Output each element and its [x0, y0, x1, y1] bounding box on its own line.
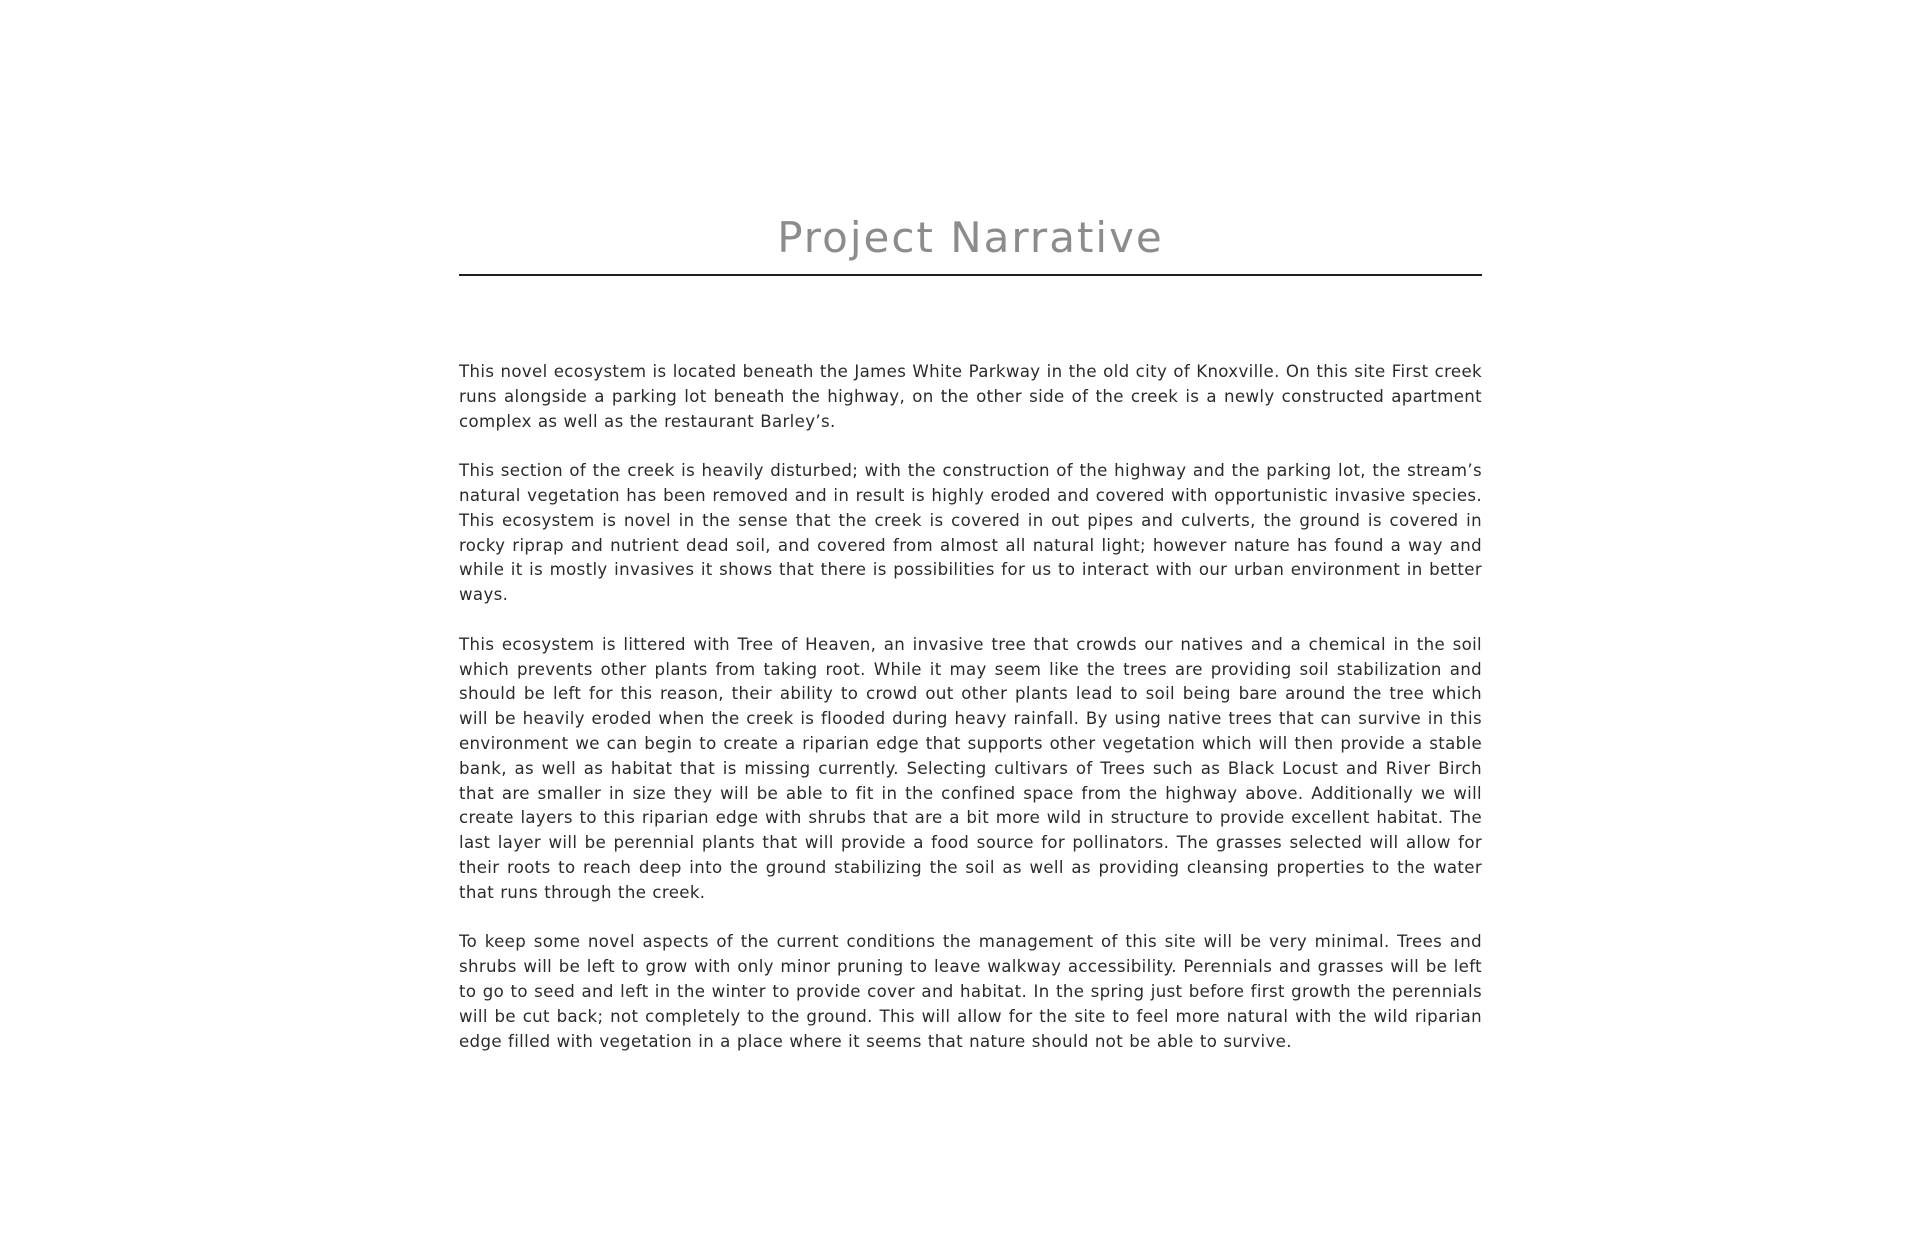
page-title: Project Narrative — [777, 213, 1164, 262]
paragraph-management: To keep some novel aspects of the current conditions the management of this site will be very minimal. Trees and shrubs will be left to grow with only minor pruning to leave walkway accessibility. Perennials and grasses will be left to go to seed and left in the winter to provide cover and habitat. In the spring just before first growth the perennials will be cut back; not completely to the ground. This will allow for the site to feel more natural with the wild riparian edge filled with vegetation in a place where it seems that nature should not be able to survive. — [459, 932, 1482, 1051]
narrative-body — [459, 360, 1482, 1054]
title-divider — [459, 274, 1482, 276]
paragraph-site-disturbance: This section of the creek is heavily disturbed; with the construction of the highway and the parking lot, the stream’s natural vegetation has been removed and in result is highly eroded and covered with opportunistic invasive species. This ecosystem is novel in the sense that the creek is covered in out pipes and culverts, the ground is covered in rocky riprap and nutrient dead soil, and covered from almost all natural light; however nature has found a way and while it is mostly invasives it shows that there is possibilities for us to interact with our urban environment in better ways. — [459, 461, 1482, 605]
document-page — [459, 210, 1482, 1079]
paragraph-planting-strategy: This ecosystem is littered with Tree of Heaven, an invasive tree that crowds our natives and a chemical in the soil which prevents other plants from taking root. While it may seem like the trees are providing soil stabilization and should be left for this reason, their ability to crowd out other plants lead to soil being bare around the tree which will be heavily eroded when the creek is flooded during heavy rainfall. By using native trees that can survive in this environment we can begin to create a riparian edge that supports other vegetation which will then provide a stable bank, as well as habitat that is missing currently. Selecting cultivars of Trees such as Black Locust and River Birch that are smaller in size they will be able to fit in the confined space from the highway above. Additionally we will create layers to this riparian edge with shrubs that are a bit more wild in structure to provide excellent habitat. The last layer will be perennial plants that will provide a food source for pollinators. The grasses selected will allow for their roots to reach deep into the ground stabilizing the soil as well as providing cleansing properties to the water that runs through the creek. — [459, 634, 1482, 902]
paragraph-site-location: This novel ecosystem is located beneath the James White Parkway in the old city of Knoxville. On this site First creek runs alongside a parking lot beneath the highway, on the other side of the creek is a newly constructed apartment complex as well as the restaurant Barley’s. — [459, 362, 1482, 431]
